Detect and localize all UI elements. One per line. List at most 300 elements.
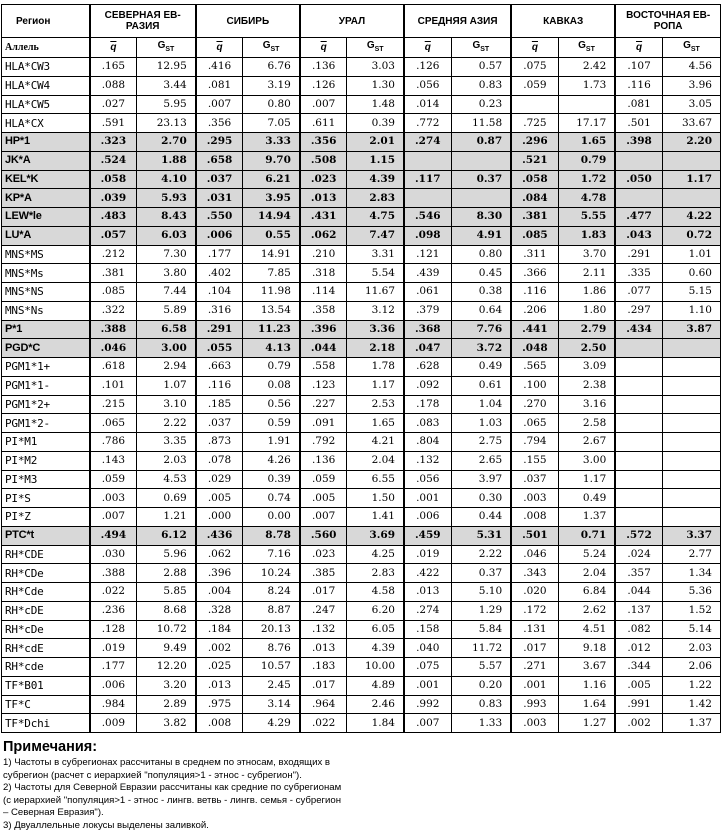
q-value-cell: .107 bbox=[615, 58, 662, 77]
q-value-cell: .020 bbox=[511, 583, 558, 602]
gst-value-cell: 3.00 bbox=[137, 339, 196, 358]
allele-name: LU*A bbox=[2, 226, 90, 245]
q-value-cell: .422 bbox=[404, 564, 451, 583]
q-value-cell: .434 bbox=[615, 320, 662, 339]
table-row bbox=[2, 451, 721, 470]
gst-value-cell: 3.36 bbox=[347, 320, 404, 339]
q-value-cell: .013 bbox=[300, 639, 347, 658]
q-value-cell: .210 bbox=[300, 245, 347, 264]
gst-value-cell: 1.73 bbox=[558, 76, 615, 95]
q-value-cell: .132 bbox=[404, 451, 451, 470]
q-value-cell: .116 bbox=[615, 76, 662, 95]
gst-value-cell: 0.83 bbox=[451, 695, 511, 714]
allele-name: KEL*K bbox=[2, 170, 90, 189]
gst-value-cell: 1.88 bbox=[137, 151, 196, 170]
allele-name: PI*M2 bbox=[2, 451, 90, 470]
table-row bbox=[2, 208, 721, 227]
q-value-cell: .291 bbox=[615, 245, 662, 264]
gst-value-cell: 8.30 bbox=[451, 208, 511, 227]
q-header: $\overline{q}$ bbox=[300, 38, 347, 58]
q-value-cell: .056 bbox=[404, 470, 451, 489]
q-value-cell: .247 bbox=[300, 601, 347, 620]
q-value-cell: .356 bbox=[196, 114, 243, 133]
gst-value-cell: 4.39 bbox=[347, 639, 404, 658]
gst-value-cell: 5.10 bbox=[451, 583, 511, 602]
gst-value-cell: 1.65 bbox=[347, 414, 404, 433]
gst-value-cell: 0.60 bbox=[662, 264, 720, 283]
q-header: $\overline{q}$ bbox=[511, 38, 558, 58]
gst-value-cell bbox=[662, 151, 720, 170]
gst-value-cell: 2.01 bbox=[347, 133, 404, 152]
q-value-cell: .136 bbox=[300, 58, 347, 77]
q-value-cell: .804 bbox=[404, 433, 451, 452]
region-header-label: Регион bbox=[2, 5, 90, 38]
gst-value-cell: 6.76 bbox=[243, 58, 300, 77]
q-value-cell: .477 bbox=[615, 208, 662, 227]
q-value-cell: .126 bbox=[404, 58, 451, 77]
table-row bbox=[2, 189, 721, 208]
q-value-cell: .227 bbox=[300, 395, 347, 414]
gst-value-cell: 0.69 bbox=[137, 489, 196, 508]
q-value-cell: .001 bbox=[511, 676, 558, 695]
q-value-cell bbox=[615, 414, 662, 433]
q-value-cell: .000 bbox=[196, 508, 243, 527]
gst-value-cell: 10.57 bbox=[243, 658, 300, 677]
gst-value-cell: 0.57 bbox=[451, 58, 511, 77]
q-value-cell: .027 bbox=[90, 95, 137, 114]
gst-value-cell: 3.69 bbox=[347, 526, 404, 545]
q-value-cell: .991 bbox=[615, 695, 662, 714]
gst-value-cell: 0.74 bbox=[243, 489, 300, 508]
q-value-cell: .335 bbox=[615, 264, 662, 283]
q-value-cell bbox=[511, 95, 558, 114]
gst-value-cell: 2.83 bbox=[347, 564, 404, 583]
q-value-cell: .508 bbox=[300, 151, 347, 170]
q-value-cell: .024 bbox=[615, 545, 662, 564]
table-row bbox=[2, 358, 721, 377]
gst-value-cell: 8.68 bbox=[137, 601, 196, 620]
gst-value-cell: 0.30 bbox=[451, 489, 511, 508]
allele-name: MNS*Ns bbox=[2, 301, 90, 320]
q-value-cell: .873 bbox=[196, 433, 243, 452]
q-value-cell: .137 bbox=[615, 601, 662, 620]
gst-value-cell: 17.17 bbox=[558, 114, 615, 133]
gst-value-cell: 0.39 bbox=[347, 114, 404, 133]
q-value-cell bbox=[615, 433, 662, 452]
q-value-cell: .050 bbox=[615, 170, 662, 189]
gst-value-cell: 1.16 bbox=[558, 676, 615, 695]
q-value-cell: .296 bbox=[511, 133, 558, 152]
q-value-cell: .116 bbox=[196, 376, 243, 395]
allele-name: TF*Dchi bbox=[2, 714, 90, 733]
q-value-cell bbox=[615, 151, 662, 170]
gst-value-cell: 2.03 bbox=[137, 451, 196, 470]
q-value-cell: .061 bbox=[404, 283, 451, 302]
gst-value-cell: 0.87 bbox=[451, 133, 511, 152]
q-value-cell bbox=[615, 339, 662, 358]
q-value-cell: .059 bbox=[300, 470, 347, 489]
gst-value-cell: 0.20 bbox=[451, 676, 511, 695]
q-value-cell: .396 bbox=[300, 320, 347, 339]
q-value-cell: .356 bbox=[300, 133, 347, 152]
table-row bbox=[2, 508, 721, 527]
table-row bbox=[2, 695, 721, 714]
q-value-cell: .992 bbox=[404, 695, 451, 714]
region-header-ural: УРАЛ bbox=[300, 5, 404, 38]
gst-value-cell: 7.05 bbox=[243, 114, 300, 133]
table-row bbox=[2, 676, 721, 695]
gst-value-cell: 5.31 bbox=[451, 526, 511, 545]
q-value-cell: .100 bbox=[511, 376, 558, 395]
statistic-header-row bbox=[2, 38, 721, 58]
gst-value-cell: 2.89 bbox=[137, 695, 196, 714]
q-header: $\overline{q}$ bbox=[90, 38, 137, 58]
gst-header: $G_{ST}$ bbox=[558, 38, 615, 58]
gst-value-cell: 4.75 bbox=[347, 208, 404, 227]
gst-value-cell: 2.04 bbox=[558, 564, 615, 583]
gst-value-cell: 0.23 bbox=[451, 95, 511, 114]
allele-name: TF*C bbox=[2, 695, 90, 714]
q-value-cell: .550 bbox=[196, 208, 243, 227]
gst-value-cell: 2.50 bbox=[558, 339, 615, 358]
q-value-cell: .001 bbox=[404, 489, 451, 508]
q-value-cell: .056 bbox=[404, 76, 451, 95]
note-line: 2) Частоты для Северной Евразии рассчитаны как средние по субрегионам bbox=[3, 782, 342, 794]
gst-value-cell: 1.65 bbox=[558, 133, 615, 152]
q-value-cell: .459 bbox=[404, 526, 451, 545]
gst-value-cell: 1.04 bbox=[451, 395, 511, 414]
gst-value-cell: 2.04 bbox=[347, 451, 404, 470]
q-value-cell: .379 bbox=[404, 301, 451, 320]
q-value-cell: .772 bbox=[404, 114, 451, 133]
q-value-cell: .008 bbox=[511, 508, 558, 527]
q-value-cell: .007 bbox=[90, 508, 137, 527]
q-value-cell: .560 bbox=[300, 526, 347, 545]
q-value-cell: .092 bbox=[404, 376, 451, 395]
q-value-cell: .003 bbox=[511, 489, 558, 508]
q-value-cell: .388 bbox=[90, 320, 137, 339]
q-value-cell: .212 bbox=[90, 245, 137, 264]
gst-value-cell: 2.88 bbox=[137, 564, 196, 583]
table-row bbox=[2, 639, 721, 658]
q-value-cell: .501 bbox=[615, 114, 662, 133]
q-value-cell: .098 bbox=[404, 226, 451, 245]
gst-value-cell: 0.71 bbox=[558, 526, 615, 545]
gst-value-cell: 1.22 bbox=[662, 676, 720, 695]
gst-value-cell: 6.84 bbox=[558, 583, 615, 602]
gst-value-cell: 33.67 bbox=[662, 114, 720, 133]
q-value-cell: .436 bbox=[196, 526, 243, 545]
gst-value-cell: 2.94 bbox=[137, 358, 196, 377]
q-value-cell: .501 bbox=[511, 526, 558, 545]
q-value-cell: .381 bbox=[511, 208, 558, 227]
gst-value-cell: 4.29 bbox=[243, 714, 300, 733]
gst-value-cell: 4.56 bbox=[662, 58, 720, 77]
q-header: $\overline{q}$ bbox=[404, 38, 451, 58]
gst-value-cell: 3.82 bbox=[137, 714, 196, 733]
gst-value-cell: 5.96 bbox=[137, 545, 196, 564]
gst-value-cell bbox=[662, 433, 720, 452]
gst-value-cell: 4.51 bbox=[558, 620, 615, 639]
gst-value-cell: 0.79 bbox=[243, 358, 300, 377]
gst-value-cell: 1.37 bbox=[662, 714, 720, 733]
gst-value-cell: 5.24 bbox=[558, 545, 615, 564]
gst-value-cell: 4.22 bbox=[662, 208, 720, 227]
gst-value-cell: 1.64 bbox=[558, 695, 615, 714]
gst-value-cell: 4.39 bbox=[347, 170, 404, 189]
q-value-cell: .006 bbox=[196, 226, 243, 245]
gst-value-cell: 3.16 bbox=[558, 395, 615, 414]
gst-value-cell: 1.15 bbox=[347, 151, 404, 170]
gst-value-cell: 23.13 bbox=[137, 114, 196, 133]
gst-value-cell: 4.53 bbox=[137, 470, 196, 489]
q-value-cell: .022 bbox=[300, 714, 347, 733]
q-value-cell: .431 bbox=[300, 208, 347, 227]
table-row bbox=[2, 658, 721, 677]
q-value-cell: .618 bbox=[90, 358, 137, 377]
gst-value-cell: 3.72 bbox=[451, 339, 511, 358]
q-value-cell: .057 bbox=[90, 226, 137, 245]
gst-value-cell: 3.67 bbox=[558, 658, 615, 677]
table-row bbox=[2, 433, 721, 452]
q-value-cell: .322 bbox=[90, 301, 137, 320]
q-value-cell bbox=[615, 451, 662, 470]
gst-value-cell: 5.55 bbox=[558, 208, 615, 227]
q-value-cell: .058 bbox=[511, 170, 558, 189]
q-value-cell: .184 bbox=[196, 620, 243, 639]
gst-value-cell: 2.70 bbox=[137, 133, 196, 152]
table-row bbox=[2, 489, 721, 508]
gst-value-cell: 5.85 bbox=[137, 583, 196, 602]
q-value-cell: .037 bbox=[196, 414, 243, 433]
gst-value-cell: 2.11 bbox=[558, 264, 615, 283]
gst-value-cell: 4.58 bbox=[347, 583, 404, 602]
gst-value-cell bbox=[662, 339, 720, 358]
allele-name: RH*cDE bbox=[2, 601, 90, 620]
q-value-cell: .116 bbox=[511, 283, 558, 302]
allele-name: PGM1*2+ bbox=[2, 395, 90, 414]
q-value-cell: .143 bbox=[90, 451, 137, 470]
gst-value-cell: 0.80 bbox=[243, 95, 300, 114]
allele-name: RH*cde bbox=[2, 658, 90, 677]
allele-name: KP*A bbox=[2, 189, 90, 208]
gst-value-cell: 4.91 bbox=[451, 226, 511, 245]
q-value-cell: .043 bbox=[615, 226, 662, 245]
q-value-cell: .083 bbox=[404, 414, 451, 433]
q-value-cell: .993 bbox=[511, 695, 558, 714]
q-value-cell: .381 bbox=[90, 264, 137, 283]
gst-value-cell: 3.12 bbox=[347, 301, 404, 320]
gst-value-cell: 12.95 bbox=[137, 58, 196, 77]
gst-value-cell: 1.83 bbox=[558, 226, 615, 245]
q-value-cell bbox=[615, 189, 662, 208]
gst-value-cell: 8.76 bbox=[243, 639, 300, 658]
q-value-cell: .104 bbox=[196, 283, 243, 302]
q-value-cell bbox=[615, 489, 662, 508]
q-value-cell: .128 bbox=[90, 620, 137, 639]
q-value-cell: .295 bbox=[196, 133, 243, 152]
allele-name: RH*cdE bbox=[2, 639, 90, 658]
q-value-cell: .358 bbox=[300, 301, 347, 320]
q-value-cell bbox=[615, 508, 662, 527]
q-value-cell: .483 bbox=[90, 208, 137, 227]
q-value-cell: .037 bbox=[511, 470, 558, 489]
q-value-cell bbox=[404, 151, 451, 170]
gst-value-cell: 1.21 bbox=[137, 508, 196, 527]
gst-value-cell: 1.17 bbox=[558, 470, 615, 489]
gst-value-cell: 6.05 bbox=[347, 620, 404, 639]
allele-name: PGD*C bbox=[2, 339, 90, 358]
allele-name: LEW*le bbox=[2, 208, 90, 227]
gst-value-cell bbox=[662, 358, 720, 377]
gst-value-cell: 5.57 bbox=[451, 658, 511, 677]
gst-value-cell: 3.35 bbox=[137, 433, 196, 452]
table-row bbox=[2, 620, 721, 639]
gst-value-cell: 0.72 bbox=[662, 226, 720, 245]
gst-value-cell: 1.27 bbox=[558, 714, 615, 733]
gst-value-cell bbox=[662, 414, 720, 433]
gst-value-cell: 1.03 bbox=[451, 414, 511, 433]
gst-value-cell: 1.84 bbox=[347, 714, 404, 733]
allele-name: HLA*CX bbox=[2, 114, 90, 133]
q-value-cell: .003 bbox=[90, 489, 137, 508]
gst-value-cell: 0.55 bbox=[243, 226, 300, 245]
gst-value-cell: 1.48 bbox=[347, 95, 404, 114]
allele-name: MNS*Ms bbox=[2, 264, 90, 283]
q-value-cell: .017 bbox=[511, 639, 558, 658]
gst-value-cell bbox=[558, 95, 615, 114]
gst-value-cell: 6.55 bbox=[347, 470, 404, 489]
gst-header: $G_{ST}$ bbox=[451, 38, 511, 58]
gst-value-cell: 7.30 bbox=[137, 245, 196, 264]
gst-value-cell: 12.20 bbox=[137, 658, 196, 677]
q-value-cell: .004 bbox=[196, 583, 243, 602]
q-value-cell: .005 bbox=[300, 489, 347, 508]
q-value-cell: .794 bbox=[511, 433, 558, 452]
gst-value-cell: 11.58 bbox=[451, 114, 511, 133]
allele-name: HLA*CW5 bbox=[2, 95, 90, 114]
q-value-cell: .023 bbox=[300, 170, 347, 189]
q-value-cell: .077 bbox=[615, 283, 662, 302]
gst-value-cell: 11.98 bbox=[243, 283, 300, 302]
gst-value-cell: 2.83 bbox=[347, 189, 404, 208]
table-row bbox=[2, 226, 721, 245]
gst-value-cell: 3.31 bbox=[347, 245, 404, 264]
q-value-cell: .565 bbox=[511, 358, 558, 377]
q-value-cell: .558 bbox=[300, 358, 347, 377]
gst-value-cell: 2.75 bbox=[451, 433, 511, 452]
gst-value-cell: 0.00 bbox=[243, 508, 300, 527]
gst-value-cell: 1.30 bbox=[347, 76, 404, 95]
q-value-cell: .416 bbox=[196, 58, 243, 77]
gst-header: $G_{ST}$ bbox=[137, 38, 196, 58]
table-row bbox=[2, 583, 721, 602]
q-value-cell: .344 bbox=[615, 658, 662, 677]
q-value-cell: .274 bbox=[404, 133, 451, 152]
q-value-cell: .158 bbox=[404, 620, 451, 639]
q-value-cell: .007 bbox=[300, 508, 347, 527]
gst-value-cell: 14.94 bbox=[243, 208, 300, 227]
allele-name: HP*1 bbox=[2, 133, 90, 152]
q-value-cell: .316 bbox=[196, 301, 243, 320]
gst-value-cell: 1.80 bbox=[558, 301, 615, 320]
q-value-cell: .117 bbox=[404, 170, 451, 189]
q-value-cell: .007 bbox=[196, 95, 243, 114]
q-value-cell: .014 bbox=[404, 95, 451, 114]
gst-value-cell: 0.49 bbox=[558, 489, 615, 508]
gst-value-cell: 11.23 bbox=[243, 320, 300, 339]
table-body bbox=[2, 58, 721, 733]
q-value-cell: .006 bbox=[404, 508, 451, 527]
allele-name: P*1 bbox=[2, 320, 90, 339]
gst-value-cell: 7.47 bbox=[347, 226, 404, 245]
q-value-cell: .017 bbox=[300, 583, 347, 602]
gst-value-cell: 2.38 bbox=[558, 376, 615, 395]
q-value-cell: .385 bbox=[300, 564, 347, 583]
q-value-cell: .019 bbox=[404, 545, 451, 564]
q-value-cell: .005 bbox=[615, 676, 662, 695]
gst-value-cell: 7.85 bbox=[243, 264, 300, 283]
table-row bbox=[2, 76, 721, 95]
gst-value-cell bbox=[662, 470, 720, 489]
q-value-cell: .078 bbox=[196, 451, 243, 470]
q-value-cell: .062 bbox=[196, 545, 243, 564]
gst-value-cell: 2.20 bbox=[662, 133, 720, 152]
q-value-cell: .323 bbox=[90, 133, 137, 152]
q-value-cell: .178 bbox=[404, 395, 451, 414]
gst-value-cell: 4.10 bbox=[137, 170, 196, 189]
allele-name: HLA*CW4 bbox=[2, 76, 90, 95]
gst-value-cell: 1.42 bbox=[662, 695, 720, 714]
gst-value-cell bbox=[662, 508, 720, 527]
table-row bbox=[2, 301, 721, 320]
gst-value-cell: 1.91 bbox=[243, 433, 300, 452]
region-header-eastern-europe: ВОСТОЧНАЯ ЕВ- РОПА bbox=[615, 5, 720, 38]
note-line: (с иерархией "популяция>1 - этнос - лингв. ветвь - лингв. семья - субрегион bbox=[3, 794, 342, 806]
gst-value-cell: 2.22 bbox=[137, 414, 196, 433]
gst-value-cell: 3.37 bbox=[662, 526, 720, 545]
q-value-cell: .524 bbox=[90, 151, 137, 170]
allele-name: RH*cDe bbox=[2, 620, 90, 639]
table-row bbox=[2, 376, 721, 395]
q-value-cell: .271 bbox=[511, 658, 558, 677]
gst-value-cell: 0.08 bbox=[243, 376, 300, 395]
q-value-cell: .022 bbox=[90, 583, 137, 602]
q-value-cell: .177 bbox=[196, 245, 243, 264]
table-row bbox=[2, 526, 721, 545]
q-value-cell bbox=[404, 189, 451, 208]
table-row bbox=[2, 339, 721, 358]
allele-name: PI*M1 bbox=[2, 433, 90, 452]
table-row bbox=[2, 245, 721, 264]
q-value-cell: .008 bbox=[196, 714, 243, 733]
allele-name: RH*CDe bbox=[2, 564, 90, 583]
q-value-cell bbox=[615, 470, 662, 489]
q-value-cell bbox=[615, 395, 662, 414]
gst-value-cell: 4.25 bbox=[347, 545, 404, 564]
table-row bbox=[2, 151, 721, 170]
table-row bbox=[2, 95, 721, 114]
gst-value-cell: 7.44 bbox=[137, 283, 196, 302]
q-value-cell: .270 bbox=[511, 395, 558, 414]
q-value-cell: .311 bbox=[511, 245, 558, 264]
gst-value-cell: 3.20 bbox=[137, 676, 196, 695]
q-value-cell: .136 bbox=[300, 451, 347, 470]
notes-heading: Примечания: bbox=[3, 739, 98, 755]
q-value-cell: .297 bbox=[615, 301, 662, 320]
gst-value-cell: 1.29 bbox=[451, 601, 511, 620]
q-value-cell: .494 bbox=[90, 526, 137, 545]
